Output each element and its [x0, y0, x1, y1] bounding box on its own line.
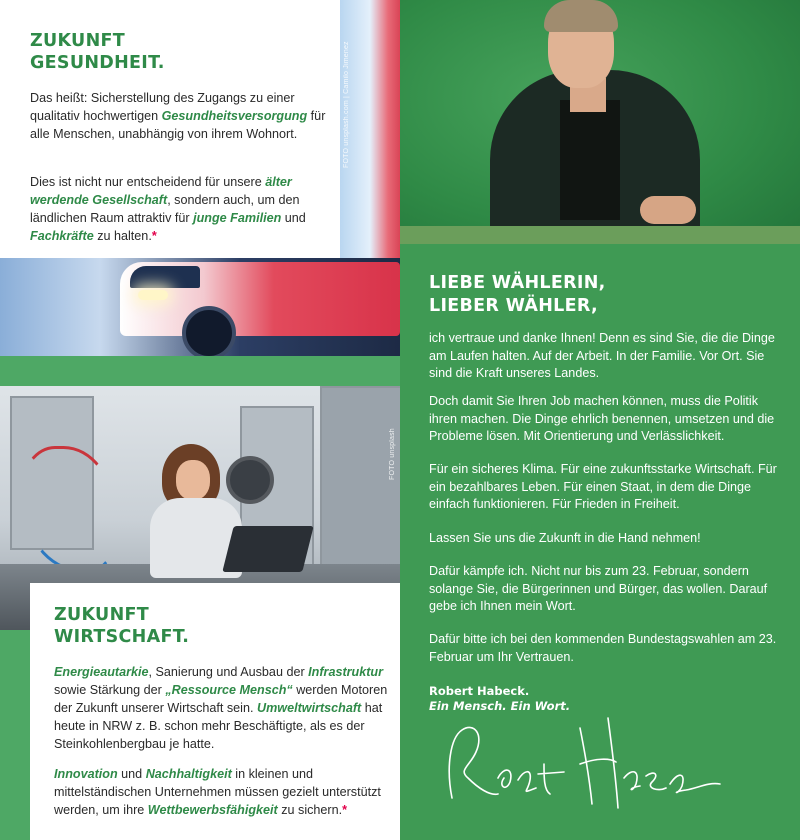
health-paragraph-2: Dies ist nicht nur entscheidend für unsere älter werdende Gesellschaft, sondern auch, um den ländlichen Raum attraktiv für junge Familien und Fachkräfte zu halten.* [30, 175, 306, 243]
letter-paragraph-3: Für ein sicheres Klima. Für eine zukunftsstarke Wirtschaft. Für ein bezahlbares Leben. Für einen Staat, in dem die Dinge einfach funktionieren. Für Frieden in Freiheit. [429, 462, 777, 511]
letter-paragraph-2: Doch damit Sie Ihren Job machen können, muss die Politik ihren machen. Die Dinge ehrlich benennen, umsetzen und die Probleme lösen. Mit Orientierung und Verlässlichkeit. [429, 394, 775, 443]
handwritten-signature [440, 708, 740, 818]
economy-paragraph-2: Innovation und Nachhaltigkeit in kleinen und mittelständischen Unternehmen müssen gezielt unterstützt werden, um ihre Wettbewerbsfähigkeit zu sichern.* [54, 767, 381, 817]
letter-greeting: LIEBE WÄHLERIN, LIEBER WÄHLER, [429, 273, 606, 316]
photo-credit-economy: FOTO unsplash [389, 428, 396, 480]
economy-paragraph-1: Energieautarkie, Sanierung und Ausbau der Infrastruktur sowie Stärkung der „Ressource Mensch“ werden Motoren der Zukunft unserer Wirtschaft sein. Umweltwirtschaft hat heute in NRW z. B. schon mehr Beschäftigte, als es der Steinkohlenbergbau je hatte. [54, 665, 388, 751]
letter-paragraph-5: Dafür kämpfe ich. Nicht nur bis zum 23. Februar, sondern solange Sie, die Bürgerinnen und Bürger, das wollen. Darauf gebe ich Ihnen mein Wort. [429, 564, 768, 613]
economy-heading: ZUKUNFT WIRTSCHAFT. [54, 605, 190, 647]
asterisk-icon: * [342, 803, 348, 817]
letter-paragraph-4: Lassen Sie uns die Zukunft in die Hand nehmen! [429, 531, 701, 545]
portrait-photo [400, 0, 800, 244]
asterisk-icon: * [151, 229, 157, 243]
letter-paragraph-6: Dafür bitte ich bei den kommenden Bundestagswahlen am 23. Februar um Ihr Vertrauen. [429, 632, 777, 664]
health-heading: ZUKUNFT GESUNDHEIT. [30, 31, 165, 73]
signer-name: Robert Habeck. [429, 684, 530, 698]
health-paragraph-1: Das heißt: Sicherstellung des Zugangs zu einer qualitativ hochwertigen Gesundheitsversorgung für alle Menschen, unabhängig von ihrem Wohnort. [30, 91, 326, 141]
economy-text-box [30, 583, 400, 840]
letter-paragraph-1: ich vertraue und danke Ihnen! Denn es sind Sie, die die Dinge am Laufen halten. Auf der Arbeit. In der Familie. Vor Ort. Sie sind die Kraft unseres Landes. [429, 331, 775, 380]
photo-credit-health: FOTO unsplash.com | Camilo Jimenez [343, 41, 350, 168]
health-text-box [0, 0, 340, 258]
signer-slogan: Ein Mensch. Ein Wort. [429, 699, 571, 713]
